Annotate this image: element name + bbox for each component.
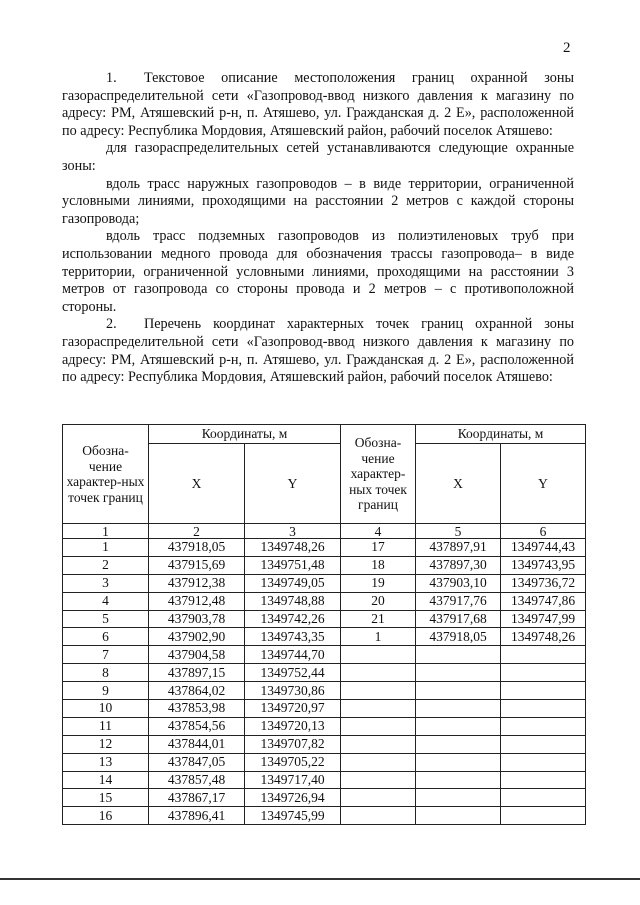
header-y-right: Y [501,444,586,524]
section-2-number: 2. [106,316,117,333]
y-coordinate: 1349726,94 [245,789,341,807]
y-coordinate-right [501,807,586,825]
point-number: 5 [63,610,149,628]
point-number-right [341,664,416,682]
x-coordinate-right: 437918,05 [416,628,501,646]
section-1-p3: вдоль трасс наружных газопроводов – в виде территории, ограниченной условными линиями, проходящими на расстоянии 2 метров с каждой стороны газопровода; [62,175,574,227]
section-2-paragraph [62,316,574,386]
point-number-right: 21 [341,610,416,628]
section-1-paragraph [62,70,574,140]
x-coordinate: 437864,02 [149,682,245,700]
y-coordinate: 1349743,35 [245,628,341,646]
point-number: 4 [63,592,149,610]
y-coordinate: 1349705,22 [245,753,341,771]
x-coordinate: 437912,38 [149,574,245,592]
y-coordinate-right [501,700,586,718]
point-number: 2 [63,556,149,574]
y-coordinate-right [501,664,586,682]
x-coordinate: 437902,90 [149,628,245,646]
point-number-right: 17 [341,539,416,557]
point-number: 13 [63,753,149,771]
section-1-text: Текстовое описание местоположения границ охранной зоны газораспределительной сети «Газопровод-ввод низкого давления к магазину по адресу: РМ, Атяшевский р-н, п. Атяшево, ул. Гражданская д. 2 Е», расположенной по адресу: Республика Мордовия, Атяшевский район, рабочий поселок Атяшево: [62,70,574,139]
x-coordinate-right [416,700,501,718]
point-number-right [341,700,416,718]
y-coordinate-right: 1349747,86 [501,592,586,610]
x-coordinate-right [416,664,501,682]
point-number: 15 [63,789,149,807]
table-row [63,610,586,628]
point-number-right [341,735,416,753]
table-row [63,682,586,700]
bottom-scan-edge [0,878,640,880]
x-coordinate-right: 437903,10 [416,574,501,592]
point-number: 10 [63,700,149,718]
point-number-right [341,771,416,789]
x-coordinate-right [416,682,501,700]
header-point-label: Обозна-чение характер-ных точек границ [63,425,149,524]
table-row [63,574,586,592]
x-coordinate: 437896,41 [149,807,245,825]
y-coordinate: 1349744,70 [245,646,341,664]
table-row [63,735,586,753]
header-point-label-right: Обозна-чение характер-ных точек границ [341,425,416,524]
y-coordinate-right [501,753,586,771]
table-row [63,539,586,557]
point-number: 11 [63,717,149,735]
y-coordinate-right: 1349736,72 [501,574,586,592]
column-number: 4 [341,524,416,539]
y-coordinate: 1349720,13 [245,717,341,735]
point-number: 12 [63,735,149,753]
section-1-number: 1. [106,70,117,86]
x-coordinate-right [416,717,501,735]
x-coordinate: 437915,69 [149,556,245,574]
table-row [63,628,586,646]
coordinates-table [62,424,586,825]
y-coordinate-right [501,717,586,735]
y-coordinate-right [501,682,586,700]
table-row [63,592,586,610]
x-coordinate: 437912,48 [149,592,245,610]
column-number: 6 [501,524,586,539]
x-coordinate: 437903,78 [149,610,245,628]
header-y: Y [245,444,341,524]
x-coordinate-right: 437917,76 [416,592,501,610]
header-x-right: X [416,444,501,524]
table-row [63,753,586,771]
point-number-right: 20 [341,592,416,610]
point-number: 6 [63,628,149,646]
table-row [63,717,586,735]
y-coordinate: 1349720,97 [245,700,341,718]
table-row [63,789,586,807]
y-coordinate-right [501,789,586,807]
point-number-right [341,789,416,807]
header-x: X [149,444,245,524]
point-number-right [341,646,416,664]
x-coordinate: 437844,01 [149,735,245,753]
column-number: 1 [63,524,149,539]
point-number: 7 [63,646,149,664]
section-2-text: Перечень координат характерных точек границ охранной зоны газораспределительной сети «Газопровод-ввод низкого давления к магазину по адресу: РМ, Атяшевский р-н, п. Атяшево, ул. Гражданская д. 2 Е», расположенной по адресу: Республика Мордовия, Атяшевский район, рабочий поселок Атяшево: [62,316,574,386]
x-coordinate: 437857,48 [149,771,245,789]
table-body [63,539,586,825]
table-row [63,700,586,718]
x-coordinate-right [416,771,501,789]
y-coordinate: 1349717,40 [245,771,341,789]
column-number-row [63,524,586,539]
point-number-right: 18 [341,556,416,574]
x-coordinate-right: 437917,68 [416,610,501,628]
x-coordinate-right [416,807,501,825]
x-coordinate: 437904,58 [149,646,245,664]
x-coordinate: 437847,05 [149,753,245,771]
y-coordinate: 1349751,48 [245,556,341,574]
y-coordinate-right [501,646,586,664]
x-coordinate: 437854,56 [149,717,245,735]
point-number: 3 [63,574,149,592]
y-coordinate-right: 1349747,99 [501,610,586,628]
point-number: 16 [63,807,149,825]
point-number: 14 [63,771,149,789]
table-row [63,807,586,825]
y-coordinate: 1349749,05 [245,574,341,592]
section-1-p2: для газораспределительных сетей устанавливаются следующие охранные зоны: [62,140,574,174]
y-coordinate-right [501,771,586,789]
header-coordinates-right: Координаты, м [416,425,586,444]
x-coordinate: 437918,05 [149,539,245,557]
table-row [63,771,586,789]
x-coordinate-right: 437897,91 [416,539,501,557]
x-coordinate: 437853,98 [149,700,245,718]
header-coordinates: Координаты, м [149,425,341,444]
point-number-right [341,717,416,735]
x-coordinate-right [416,735,501,753]
x-coordinate: 437867,17 [149,789,245,807]
point-number: 1 [63,539,149,557]
y-coordinate: 1349752,44 [245,664,341,682]
y-coordinate: 1349745,99 [245,807,341,825]
y-coordinate: 1349742,26 [245,610,341,628]
point-number-right [341,753,416,771]
y-coordinate-right [501,735,586,753]
y-coordinate-right: 1349744,43 [501,539,586,557]
table-row [63,664,586,682]
y-coordinate-right: 1349743,95 [501,556,586,574]
x-coordinate-right [416,646,501,664]
x-coordinate-right: 437897,30 [416,556,501,574]
section-1-p4: вдоль трасс подземных газопроводов из полиэтиленовых труб при использовании медного провода для обозначения трассы газопровода– в виде территории, ограниченной условными линиями, проходящими на расстоянии 3 метров от газопровода со стороны провода и 2 метров – с противоположной стороны. [62,228,574,315]
point-number-right: 19 [341,574,416,592]
point-number: 9 [63,682,149,700]
y-coordinate: 1349748,26 [245,539,341,557]
point-number-right: 1 [341,628,416,646]
table-row [63,646,586,664]
x-coordinate: 437897,15 [149,664,245,682]
document-body [62,70,574,387]
column-number: 3 [245,524,341,539]
point-number-right [341,807,416,825]
y-coordinate: 1349707,82 [245,735,341,753]
x-coordinate-right [416,753,501,771]
x-coordinate-right [416,789,501,807]
column-number: 2 [149,524,245,539]
column-number: 5 [416,524,501,539]
y-coordinate: 1349730,86 [245,682,341,700]
y-coordinate-right: 1349748,26 [501,628,586,646]
y-coordinate: 1349748,88 [245,592,341,610]
point-number: 8 [63,664,149,682]
point-number-right [341,682,416,700]
page-number: 2 [563,40,571,56]
table-row [63,556,586,574]
